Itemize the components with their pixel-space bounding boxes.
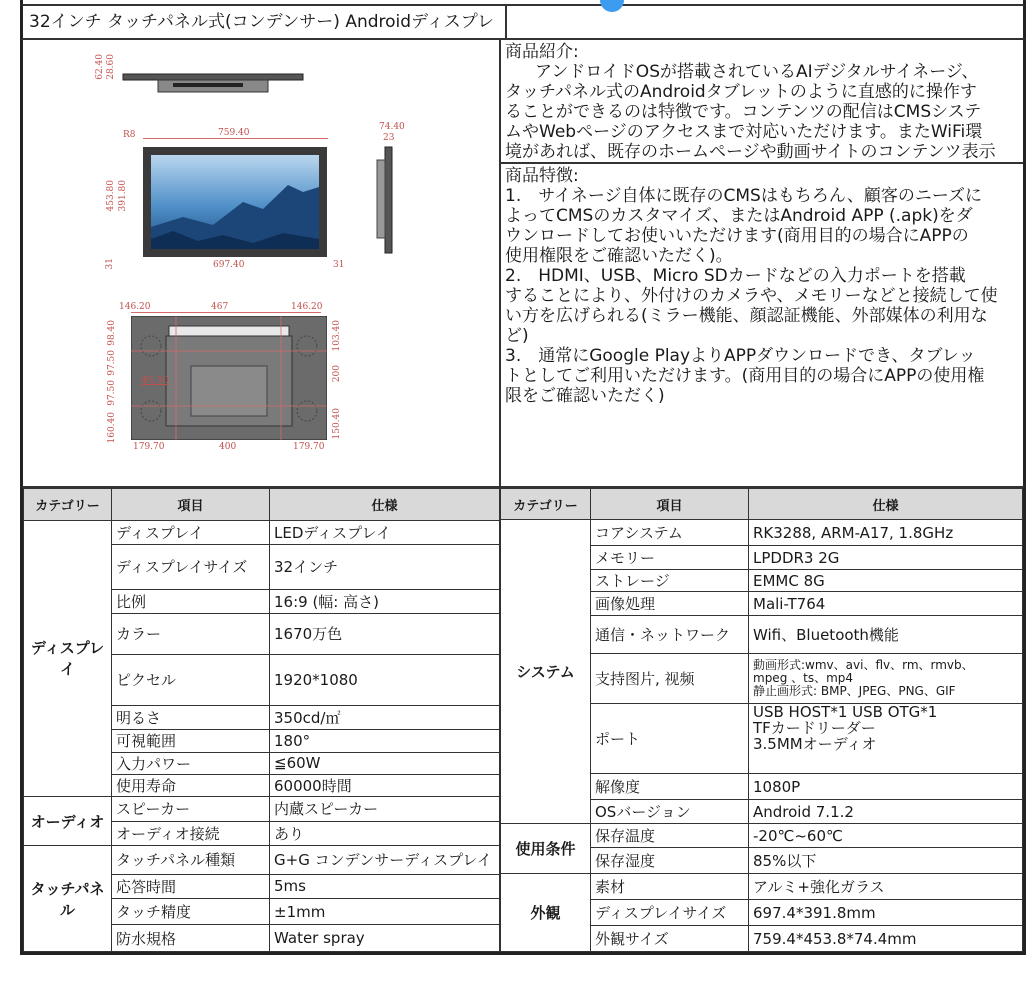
spec-item: 画像処理	[591, 592, 749, 616]
dim-back-2: 467	[211, 302, 229, 312]
dim-back-5: 97.50	[107, 350, 117, 376]
category-usage-conditions: 使用条件	[501, 824, 591, 874]
spec-value: 60000時間	[270, 774, 500, 796]
spec-item: メモリー	[591, 546, 749, 570]
dim-front-bezel-right: 31	[333, 260, 345, 270]
feature-line: 2. HDMI、USB、Micro SDカードなどの入力ポートを搭載	[505, 266, 966, 286]
dim-back-9: 200	[332, 365, 342, 383]
side-view-drawing	[373, 145, 397, 255]
spec-item: ポート	[591, 704, 749, 774]
spec-value: 1080P	[749, 774, 1023, 800]
dim-back-7: 160.40	[107, 412, 117, 444]
spec-item: ディスプレイサイズ	[112, 544, 270, 589]
product-features	[501, 164, 1023, 486]
spec-item: 素材	[591, 874, 749, 900]
product-title: 32インチ タッチパネル式(コンデンサー) Androidディスプレ	[23, 6, 507, 38]
spec-item: カラー	[112, 614, 270, 655]
spec-value-media-formats	[749, 654, 1023, 704]
spec-item: 保存湿度	[591, 848, 749, 874]
spec-item: オーディオ接続	[112, 821, 270, 845]
features-heading: 商品特徴:	[505, 166, 579, 186]
header-category: カテゴリー	[24, 489, 112, 521]
spec-item: タッチパネル種類	[112, 846, 270, 874]
dim-front-height: 453.80	[106, 180, 116, 212]
feature-line: よってCMSのカスタマイズ、またはAndroid APP (.apk)をダ	[505, 206, 973, 226]
spec-value: 697.4*391.8mm	[749, 900, 1023, 926]
technical-drawing	[23, 40, 501, 486]
spec-item: ピクセル	[112, 654, 270, 705]
dim-back-3: 146.20	[291, 302, 323, 312]
title-empty-cell	[507, 6, 1023, 38]
dim-back-10: 150.40	[332, 408, 342, 440]
header-item: 項目	[112, 489, 270, 521]
spec-tables	[20, 486, 1026, 955]
spec-value: アルミ+強化ガラス	[749, 874, 1023, 900]
feature-line: トとしてご利用いただけます。(商用目的の場合にAPPの使用権	[505, 366, 985, 386]
intro-line: ムやWebページのアクセスまで対応いただけます。またWiFi環	[505, 122, 983, 142]
category-system: システム	[501, 520, 591, 824]
spec-value: 1670万色	[270, 614, 500, 655]
category-audio: オーディオ	[24, 797, 112, 846]
spec-value: RK3288, ARM-A17, 1.8GHz	[749, 520, 1023, 546]
feature-line: することにより、外付けのカメラや、メモリーなどと接続して使	[505, 286, 998, 306]
intro-line: タッチパネル式のAndroidタブレットのように直感的に操作す	[505, 82, 977, 102]
dim-back-6: 97.50	[107, 380, 117, 406]
header-item: 項目	[591, 489, 749, 520]
dim-back-4: 98.40	[107, 320, 117, 346]
spec-item: 入力パワー	[112, 752, 270, 774]
spec-item: 明るさ	[112, 705, 270, 729]
spec-item: 外観サイズ	[591, 926, 749, 952]
spec-item: 可視範囲	[112, 730, 270, 752]
dim-top-1: 62.40	[95, 54, 105, 80]
spec-value: 32インチ	[270, 544, 500, 589]
category-touch-panel: タッチパネル	[24, 846, 112, 952]
dim-back-1: 146.20	[119, 302, 151, 312]
dim-front-screen-width: 697.40	[213, 260, 245, 270]
spec-value: Water spray	[270, 925, 500, 952]
feature-line: 1. サイネージ自体に既存のCMSはもちろん、顧客のニーズに	[505, 186, 983, 206]
spec-value: Mali-T764	[749, 592, 1023, 616]
spec-item: 解像度	[591, 774, 749, 800]
intro-line: アンドロイドOSが搭載されているAIデジタルサイネージ、	[535, 62, 979, 82]
header-category: カテゴリー	[501, 489, 591, 520]
spec-value: ±1mm	[270, 899, 500, 925]
feature-line: い方を広げられる(ミラー機能、顔認証機能、外部媒体の利用な	[505, 306, 988, 326]
dim-back-bottom-2: 400	[219, 442, 237, 452]
media-format-line: 動画形式:wmv、avi、flv、rm、rmvb、	[753, 658, 974, 672]
spec-value: あり	[270, 821, 500, 845]
dim-back-8: 103.40	[332, 320, 342, 352]
dim-back-hole: Φ5.50	[141, 376, 169, 386]
spec-value-ports	[749, 704, 1023, 774]
spec-item: タッチ精度	[112, 899, 270, 925]
info-row	[20, 40, 1026, 486]
spec-item: 応答時間	[112, 874, 270, 898]
spec-value: LEDディスプレイ	[270, 520, 500, 544]
intro-line: ることができるのは特徴です。コンテンツの配信はCMSシステ	[505, 102, 982, 122]
intro-line: 境があれば、既存のホームページや動画サイトのコンテンツ表示	[505, 142, 996, 162]
media-format-line: mpeg 、ts、mp4	[753, 671, 854, 685]
spec-item: 防水規格	[112, 925, 270, 952]
dim-front-bezel-left: 31	[105, 258, 115, 270]
dim-front-radius: R8	[123, 130, 136, 140]
spec-value: 1920*1080	[270, 654, 500, 705]
spec-item: 支持图片, 视频	[591, 654, 749, 704]
spec-value: 内蔵スピーカー	[270, 797, 500, 821]
spec-value: EMMC 8G	[749, 570, 1023, 592]
port-line: TFカードリーダー	[753, 719, 876, 737]
port-line: 3.5MMオーディオ	[753, 735, 877, 753]
spec-item: 比例	[112, 589, 270, 613]
dim-front-width: 759.40	[218, 128, 250, 138]
spec-item: 使用寿命	[112, 774, 270, 796]
spec-value: Wifi、Bluetooth機能	[749, 616, 1023, 654]
spec-table-right	[500, 488, 1023, 952]
spec-item: 保存温度	[591, 824, 749, 848]
spec-value: LPDDR3 2G	[749, 546, 1023, 570]
spec-item: 通信・ネットワーク	[591, 616, 749, 654]
feature-line: 3. 通常にGoogle PlayよりAPPダウンロードでき、タブレッ	[505, 346, 976, 366]
feature-line: 使用権限をご確認いただく)。	[505, 246, 733, 266]
port-line: USB HOST*1 USB OTG*1	[753, 703, 938, 721]
spec-value: 5ms	[270, 874, 500, 898]
feature-line: 限をご確認いただく)	[505, 386, 665, 406]
spec-item: ストレージ	[591, 570, 749, 592]
feature-line: ウンロードしてお使いいただけます(商用目的の場合にAPPの	[505, 226, 969, 246]
title-row	[20, 6, 1026, 40]
category-display: ディスプレイ	[24, 520, 112, 797]
dim-back-bottom-1: 179.70	[133, 442, 165, 452]
front-view-drawing	[143, 147, 327, 257]
top-view-drawing	[113, 70, 313, 100]
spec-item: ディスプレイサイズ	[591, 900, 749, 926]
spec-value: 180°	[270, 730, 500, 752]
dim-side-depth: 74.40	[379, 122, 405, 132]
spec-table-left	[23, 488, 500, 952]
spec-value: 759.4*453.8*74.4mm	[749, 926, 1023, 952]
dim-top-2: 28.60	[106, 54, 116, 80]
spec-value: 85%以下	[749, 848, 1023, 874]
spec-value: G+G コンデンサーディスプレイ	[270, 846, 500, 874]
spec-item: ディスプレイ	[112, 520, 270, 544]
spec-item: スピーカー	[112, 797, 270, 821]
spec-item: コアシステム	[591, 520, 749, 546]
category-appearance: 外観	[501, 874, 591, 952]
dim-side-thickness: 23	[383, 133, 395, 143]
spec-value: ≦60W	[270, 752, 500, 774]
media-format-line: 静止画形式: BMP、JPEG、PNG、GIF	[753, 684, 956, 698]
dim-front-screen-height: 391.80	[118, 180, 128, 212]
spec-value: -20℃~60℃	[749, 824, 1023, 848]
spec-value: 350cd/㎡	[270, 705, 500, 729]
spec-item: OSバージョン	[591, 800, 749, 824]
spec-value: 16:9 (幅: 高さ)	[270, 589, 500, 613]
description-cell	[501, 40, 1023, 486]
dim-back-bottom-3: 179.70	[293, 442, 325, 452]
header-spec: 仕様	[749, 489, 1023, 520]
spec-value: Android 7.1.2	[749, 800, 1023, 824]
feature-line: ど)	[505, 326, 529, 346]
header-spec: 仕様	[270, 489, 500, 521]
product-intro	[501, 40, 1023, 164]
intro-heading: 商品紹介:	[505, 42, 579, 62]
